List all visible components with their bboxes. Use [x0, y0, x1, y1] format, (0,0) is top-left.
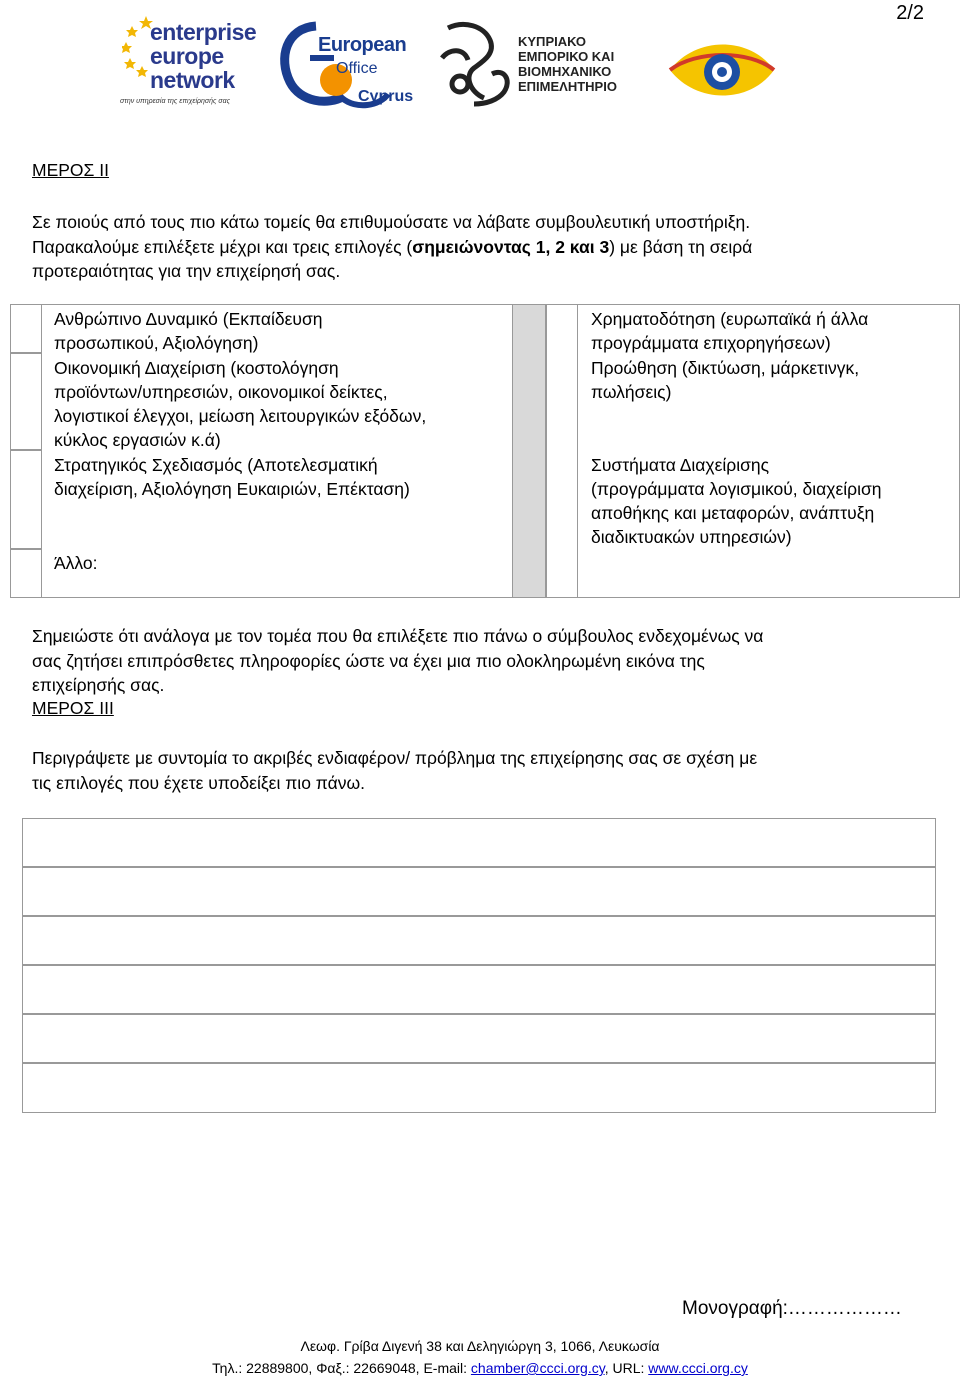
part3-heading: ΜΕΡΟΣ ΙΙΙ [32, 698, 114, 718]
een-logo-text [150, 20, 256, 92]
option-text-line: διαδικτυακών υπηρεσιών) [591, 527, 792, 547]
eoc-line2: Office [336, 60, 378, 77]
ccci-line1: ΚΥΠΡΙΑΚΟ [518, 34, 587, 49]
signature-label: Μονογραφή:……………… [682, 1298, 902, 1319]
middle-spacer-column [546, 304, 578, 598]
part2-note [32, 624, 924, 698]
note-line2: σας ζητήσει επιπρόσθετες πληροφορίες ώστε να έχει μια πιο ολοκληρωμένη εικόνα της [32, 650, 705, 671]
checkbox-financial-management[interactable] [10, 353, 42, 450]
footer-address: Λεωφ. Γρίβα Διγενή 38 και Δεληγιώργη 3, 1066, Λευκωσία [300, 1338, 660, 1354]
option-text-line: προσωπικού, Αξιολόγηση) [54, 333, 259, 353]
answer-line[interactable] [22, 965, 936, 1014]
option-text-line: Στρατηγικός Σχεδιασμός (Αποτελεσματική [54, 455, 378, 475]
note-line3: επιχείρησής σας. [32, 675, 165, 695]
answer-line[interactable] [22, 818, 936, 867]
option-strategic-planning [54, 453, 410, 501]
part2-intro [32, 210, 924, 284]
option-human-resources [54, 307, 323, 355]
answer-line[interactable] [22, 867, 936, 916]
option-management-systems [591, 453, 882, 549]
option-funding [591, 307, 868, 355]
option-text-line: (προγράμματα λογισμικού, διαχείριση [591, 479, 882, 499]
prompt-line1: Περιγράψετε με συντομία το ακριβές ενδιαφέρον/ πρόβλημα της επιχείρησης σας σε σχέση με [32, 748, 758, 768]
intro-line2 [32, 235, 924, 260]
option-text-line: κύκλος εργασιών κ.ά) [54, 430, 221, 450]
option-other-label: Άλλο: [54, 553, 98, 573]
option-text-line: προγράμματα επιχορηγήσεων) [591, 333, 831, 353]
part3-prompt [32, 746, 924, 795]
note-line1: Σημειώστε ότι ανάλογα με τον τομέα που θα επιλέξετε πιο πάνω ο σύμβουλος ενδεχομένως να [32, 626, 764, 646]
answer-line[interactable] [22, 916, 936, 965]
option-text-line: Συστήματα Διαχείρισης [591, 455, 770, 475]
option-text-line: λογιστικοί έλεγχοι, μείωση λειτουργικών εξόδων, [54, 406, 427, 426]
intro-line2-start: Παρακαλούμε επιλέξετε μέχρι και τρεις επιλογές ( [32, 236, 413, 257]
option-text-line: αποθήκης και μεταφορών, ανάπτυξη [591, 503, 875, 523]
option-text-line: προϊόντων/υπηρεσιών, οικονομικοί δείκτες, [54, 382, 388, 402]
eye-emblem-icon [666, 30, 778, 110]
answer-line[interactable] [22, 1063, 936, 1113]
option-text-line: Προώθηση (δικτύωση, μάρκετινγκ, [591, 358, 860, 378]
option-financial-management [54, 356, 426, 452]
ccci-emblem-icon [434, 18, 518, 110]
option-text-line: πωλήσεις) [591, 382, 672, 402]
intro-line2-bold: σημειώνοντας 1, 2 και 3 [412, 236, 610, 257]
footer-url-prefix: , URL: [604, 1360, 649, 1376]
ccci-line2: ΕΜΠΟΡΙΚΟ ΚΑΙ [518, 49, 615, 64]
ccci-line4: ΕΠΙΜΕΛΗΤΗΡΙΟ [518, 79, 617, 94]
eoc-line1: European [318, 34, 407, 56]
ccci-line3: ΒΙΟΜΗΧΑΝΙΚΟ [518, 64, 612, 79]
checkbox-strategic-planning[interactable] [10, 450, 42, 549]
page-number: 2/2 [896, 2, 924, 24]
prompt-line2: τις επιλογές που έχετε υποδείξει πιο πάνω. [32, 772, 366, 793]
een-line3: network [150, 67, 235, 93]
intro-line3: προτεραιότητας για την επιχείρησή σας. [32, 261, 341, 281]
option-promotion [591, 356, 859, 404]
grey-separator-column [512, 304, 546, 598]
option-text-line: Οικονομική Διαχείριση (κοστολόγηση [54, 358, 339, 378]
option-text-line: Ανθρώπινο Δυναμικό (Εκπαίδευση [54, 309, 323, 329]
footer-contact [0, 1358, 960, 1378]
answer-line[interactable] [22, 1014, 936, 1063]
een-line1: enterprise [150, 19, 257, 45]
een-line2: europe [150, 43, 224, 69]
ccci-logo-text [518, 34, 617, 94]
email-link[interactable]: chamber@ccci.org.cy [470, 1360, 605, 1376]
website-link[interactable]: www.ccci.org.cy [648, 1360, 748, 1376]
intro-line2-end: ) με βάση τη σειρά [609, 236, 753, 257]
intro-line1: Σε ποιούς από τους πιο κάτω τομείς θα επιθυμούσατε να λάβατε συμβουλευτική υποστήριξη. [32, 212, 751, 232]
option-text-line: διαχείριση, Αξιολόγηση Ευκαιριών, Επέκταση) [54, 479, 410, 499]
een-tagline: στην υπηρεσία της επιχείρησής σας [120, 98, 230, 105]
footer-contact-prefix: Τηλ.: 22889800, Φαξ.: 22669048, E-mail: [212, 1360, 471, 1376]
eoc-line3: Cyprus [358, 88, 414, 105]
option-text-line: Χρηματοδότηση (ευρωπαϊκά ή άλλα [591, 309, 869, 329]
checkbox-human-resources[interactable] [10, 304, 42, 353]
part2-heading: ΜΕΡΟΣ ΙΙ [32, 160, 109, 180]
checkbox-other[interactable] [10, 549, 42, 598]
